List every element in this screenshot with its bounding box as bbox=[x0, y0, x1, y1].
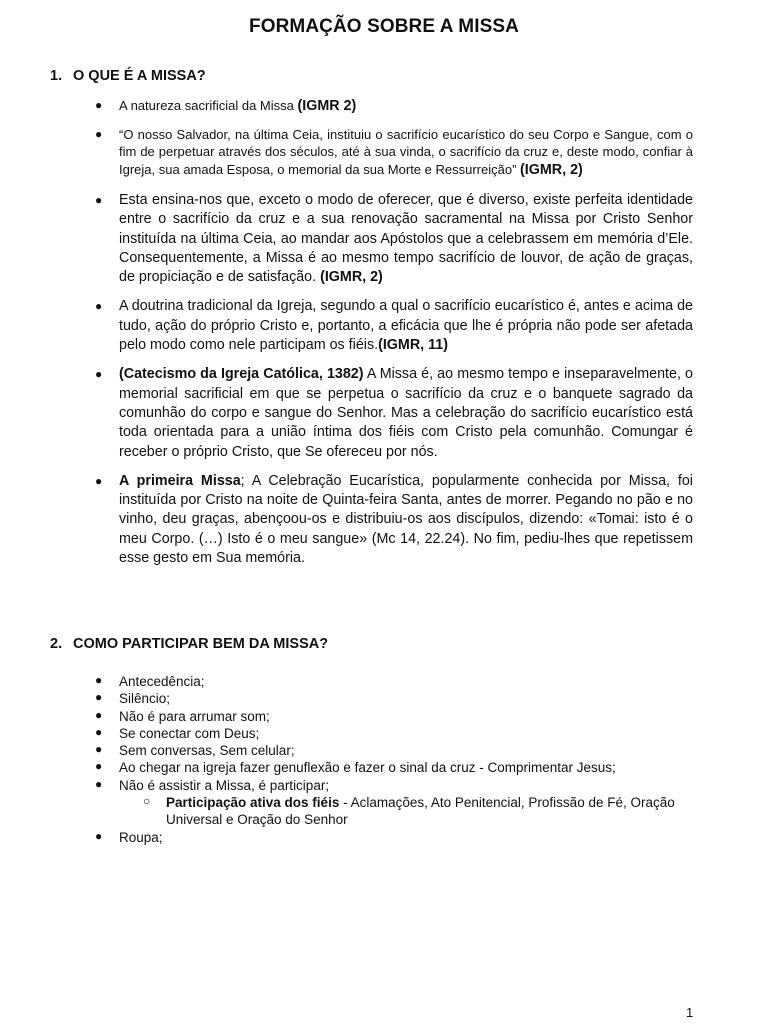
item-text: Se conectar com Deus; bbox=[119, 725, 260, 741]
section-1-number: 1. bbox=[50, 68, 63, 84]
section-2-title: COMO PARTICIPAR BEM DA MISSA? bbox=[73, 636, 329, 652]
list-item bbox=[0, 777, 719, 794]
section-2-list bbox=[0, 673, 768, 846]
bullet-icon: ● bbox=[95, 776, 103, 791]
bullet-icon: ● bbox=[95, 193, 103, 207]
bullet-icon: ● bbox=[95, 707, 103, 722]
item-text: A doutrina tradicional da Igreja, segundo a qual o sacrifício eucarístico é, antes e acima de tudo, ação do próprio Cristo e, portanto, a eficácia que lhe é própria não pode ser afetada pelo modo como nele participam os fiéis. bbox=[119, 298, 693, 354]
bullet-icon: ● bbox=[95, 367, 103, 382]
section-1-title: O QUE É A MISSA? bbox=[73, 68, 206, 84]
item-reference: (IGMR, 2) bbox=[520, 161, 583, 178]
section-2-heading bbox=[50, 636, 328, 652]
sub-item-lead: Participação ativa dos fiéis bbox=[166, 795, 340, 811]
document-title: FORMAÇÃO SOBRE A MISSA bbox=[249, 16, 519, 37]
item-lead: (Catecismo da Igreja Católica, 1382) bbox=[119, 366, 364, 383]
list-item bbox=[0, 673, 719, 690]
item-text: “O nosso Salvador, na última Ceia, instituiu o sacrifício eucarístico do seu Corpo e Sangue, com o fim de perpetuar através dos séculos, até à sua vinda, o sacrifício da cruz e, deste modo, confiar à Igreja, sua amada Esposa, o memorial da sua Morte e Ressurreição” bbox=[119, 126, 693, 177]
list-item bbox=[0, 725, 719, 742]
bullet-icon: ● bbox=[95, 673, 103, 687]
item-text: Roupa; bbox=[119, 829, 163, 845]
bullet-icon: ● bbox=[95, 473, 103, 488]
item-reference: (IGMR, 2) bbox=[320, 269, 383, 286]
page-number: 1 bbox=[686, 1005, 694, 1020]
list-item bbox=[0, 97, 693, 116]
list-item bbox=[0, 365, 693, 461]
bullet-icon: ● bbox=[95, 690, 103, 705]
list-item bbox=[0, 708, 719, 725]
sub-list-item bbox=[0, 794, 701, 829]
item-text: Sem conversas, Sem celular; bbox=[119, 743, 295, 759]
list-item bbox=[0, 829, 719, 846]
item-text: ; A Celebração Eucarística, popularmente conhecida por Missa, foi instituída por Cristo na noite de Quinta-feira Santa, antes de morrer. Pegando no pão e no vinho, deu graças, abençoou-os e distribuiu-os aos discípulos, dizendo: «Tomai: isto é o meu Corpo. (…) Isto é o meu sangue» (Mc 14, 22.24). No fim, pediu-lhes que repetissem esse gesto em Sua memória. bbox=[119, 472, 693, 567]
list-item bbox=[0, 297, 693, 355]
list-item bbox=[0, 690, 719, 707]
bullet-icon: ● bbox=[95, 759, 103, 774]
list-item bbox=[0, 126, 693, 180]
bullet-icon: ● bbox=[95, 742, 103, 757]
list-item bbox=[0, 742, 719, 759]
section-1-heading bbox=[50, 68, 206, 84]
bullet-icon: ● bbox=[95, 299, 103, 314]
section-2-number: 2. bbox=[50, 636, 63, 652]
list-item bbox=[0, 191, 693, 287]
item-text: Não é para arrumar som; bbox=[119, 708, 270, 724]
item-reference: (IGMR, 11) bbox=[378, 337, 448, 354]
section-1-list bbox=[0, 97, 768, 578]
item-text: Esta ensina-nos que, exceto o modo de oferecer, que é diverso, existe perfeita identidade entre o sacrifício da cruz e a sua renovação sacramental na Missa por Cristo Senhor instituída na última Ceia, ao mandar aos Apóstolos que a celebrassem em memória d’Ele. Consequentemente, a Missa é ao mesmo tempo sacrifício de louvor, de ação de graças, de propiciação e de satisfação. bbox=[119, 192, 693, 286]
list-item bbox=[0, 472, 693, 568]
item-text: Antecedência; bbox=[119, 674, 205, 689]
bullet-icon: ● bbox=[95, 724, 103, 739]
bullet-icon: ● bbox=[95, 126, 103, 141]
item-text: Não é assistir a Missa, é participar; bbox=[119, 777, 330, 793]
item-text: Ao chegar na igreja fazer genuflexão e fazer o sinal da cruz - Comprimentar Jesus; bbox=[119, 760, 616, 776]
item-lead: A primeira Missa bbox=[119, 472, 241, 489]
list-item bbox=[0, 759, 719, 776]
sub-item-text: - Aclamações, Ato Penitencial, Profissão de Fé, Oração Universal e Oração do Senhor bbox=[166, 795, 675, 828]
bullet-icon: ● bbox=[95, 828, 103, 843]
bullet-icon: ● bbox=[95, 98, 103, 112]
item-text: Silêncio; bbox=[119, 691, 171, 707]
item-text: A natureza sacrificial da Missa bbox=[119, 98, 298, 113]
item-text: A Missa é, ao mesmo tempo e inseparavelmente, o memorial sacrificial em que se perpetua o sacrifício da cruz e o banquete sagrado da comunhão do corpo e sangue do Senhor. Mas a celebração do sacrifício eucarístico está toda orientada para a união íntima dos fiéis com Cristo pela comunhão. Comungar é receber o próprio Cristo, que Se ofereceu por nós. bbox=[119, 366, 693, 460]
item-reference: (IGMR 2) bbox=[297, 98, 357, 114]
circle-bullet-icon: ○ bbox=[143, 794, 151, 809]
